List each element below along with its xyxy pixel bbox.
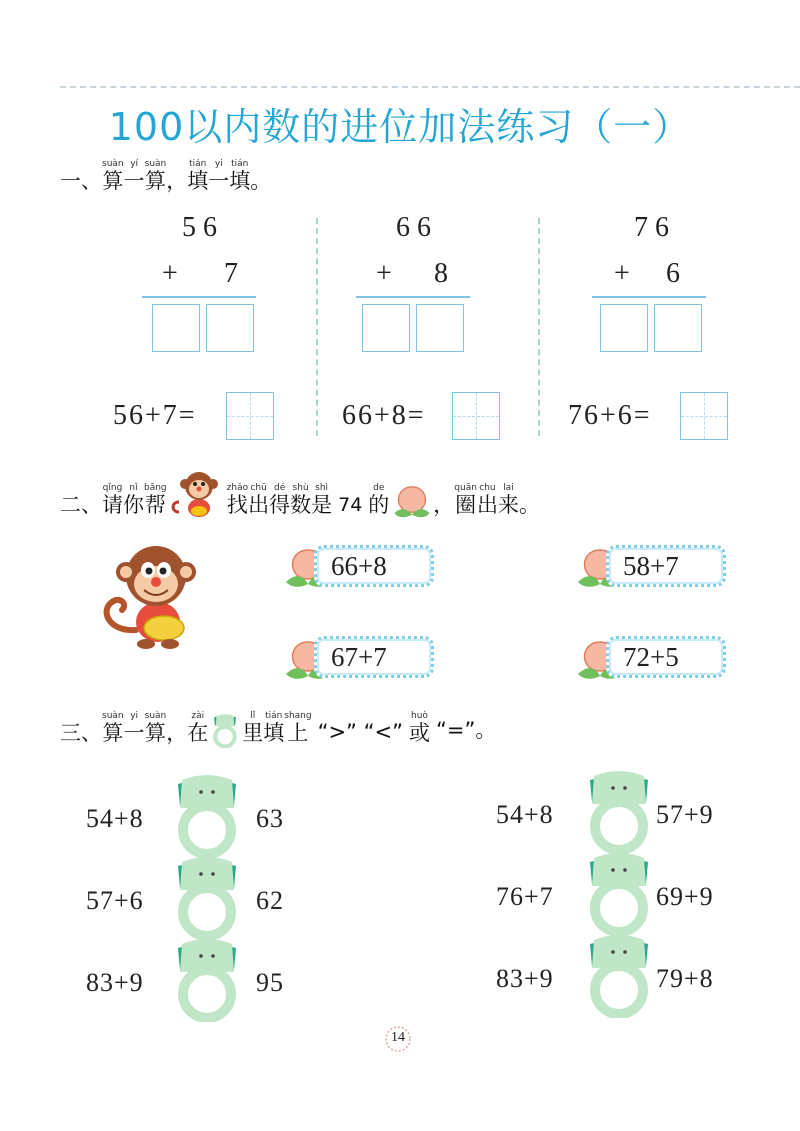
vertical-addition-3: [592, 210, 800, 390]
answer-box-ones[interactable]: [206, 304, 254, 352]
section-3-number: 三、: [60, 721, 102, 745]
column-divider: [316, 218, 318, 436]
elephant-answer-circle[interactable]: [584, 852, 654, 936]
hanzi: 是: [311, 493, 333, 517]
section-1-heading: [60, 160, 271, 192]
hanzi: 填: [229, 169, 251, 193]
sum-line: [142, 296, 256, 298]
hanzi: ，: [166, 169, 188, 193]
hanzi: 来: [497, 493, 519, 517]
hanzi: 出: [476, 493, 498, 517]
ruby-char: [269, 484, 290, 516]
compare-right-expression: 63: [256, 804, 284, 833]
hanzi: 一: [208, 169, 230, 193]
hanzi: 请: [102, 493, 123, 517]
compare-left-expression: 83+9: [86, 968, 144, 997]
equal-symbol: “=”。: [435, 718, 497, 742]
elephant-answer-circle[interactable]: [172, 774, 242, 858]
hanzi: 填: [263, 721, 285, 745]
compare-right-expression: 79+8: [656, 964, 714, 993]
hanzi: 。: [518, 493, 540, 517]
pinyin: tián: [189, 159, 207, 169]
ruby-char: [145, 712, 167, 744]
ruby-char: [208, 160, 229, 192]
ruby-char: [250, 160, 271, 192]
ruby-char: [227, 484, 248, 516]
hanzi: 里: [242, 721, 264, 745]
ruby-char: [144, 484, 167, 516]
page-number: 14: [391, 1030, 405, 1045]
pinyin: zhǎo: [226, 483, 249, 493]
pinyin: nǐ: [129, 483, 138, 493]
answer-box-tens[interactable]: [600, 304, 648, 352]
top-dashed-rule: [60, 86, 800, 88]
hanzi: 算: [144, 169, 166, 193]
hanzi: 或: [408, 721, 430, 745]
ruby-char: [166, 160, 187, 192]
compare-right-expression: 95: [256, 968, 284, 997]
vertical-addition-1: [140, 210, 360, 390]
ruby-char: [284, 712, 311, 744]
addend-1: 7 6: [634, 212, 669, 243]
pinyin: tián: [231, 159, 249, 169]
hanzi: 一: [123, 169, 145, 193]
pinyin: yi: [130, 711, 139, 721]
compare-left-expression: 76+7: [496, 882, 554, 911]
addend-2: 6: [666, 258, 680, 289]
hanzi: 圈: [455, 493, 477, 517]
pinyin: dé: [273, 483, 286, 493]
compare-symbols: “>” “<”: [317, 720, 403, 744]
section-2-number: 二、: [60, 493, 102, 517]
equation-1: 56+7=: [113, 400, 197, 431]
pinyin: shì: [315, 483, 329, 493]
section-3-heading: [60, 712, 496, 744]
compare-left-expression: 54+8: [86, 804, 144, 833]
hanzi: 算: [102, 721, 124, 745]
ruby-char: [242, 712, 263, 744]
section-1-number: 一、: [60, 169, 102, 193]
hanzi: ，: [433, 493, 455, 517]
compare-left-expression: 54+8: [496, 800, 554, 829]
addend-2: 8: [434, 258, 448, 289]
answer-box-ones[interactable]: [416, 304, 464, 352]
ruby-char: [263, 712, 284, 744]
pinyin: suàn: [102, 159, 124, 169]
hanzi: ，: [166, 721, 188, 745]
hanzi: 数: [290, 493, 312, 517]
equation-3-answer-box[interactable]: [680, 392, 728, 440]
ruby-char: [123, 484, 144, 516]
pinyin: qǐng: [102, 483, 123, 493]
ruby-char: [498, 484, 519, 516]
pinyin: zài: [191, 711, 205, 721]
answer-box-tens[interactable]: [362, 304, 410, 352]
compare-left-expression: 57+6: [86, 886, 144, 915]
answer-box-tens[interactable]: [152, 304, 200, 352]
compare-right-expression: 62: [256, 886, 284, 915]
hanzi: 出: [248, 493, 270, 517]
option-66-plus-8[interactable]: 66+8: [314, 545, 434, 587]
sum-line: [356, 296, 470, 298]
pinyin: de: [373, 483, 385, 493]
ruby-char: [433, 484, 454, 516]
option-72-plus-5[interactable]: 72+5: [606, 636, 726, 678]
ruby-char: [166, 712, 187, 744]
pinyin: suàn: [144, 159, 167, 169]
hanzi: 你: [123, 493, 144, 517]
pinyin: suàn: [144, 711, 167, 721]
hanzi: 算: [102, 169, 124, 193]
elephant-answer-circle[interactable]: [172, 938, 242, 1022]
pinyin: lai: [503, 483, 514, 493]
target-number: 74: [338, 494, 363, 516]
peach-icon: [391, 480, 433, 520]
ruby-char: [311, 484, 332, 516]
equation-2-answer-box[interactable]: [452, 392, 500, 440]
ruby-char: [454, 484, 477, 516]
pinyin: shù: [292, 483, 309, 493]
pinyin: lǐ: [250, 711, 256, 721]
page-title: 100以内数的进位加法练习（一）: [108, 105, 692, 149]
ruby-char: [102, 712, 124, 744]
equation-2: 66+8=: [342, 400, 426, 431]
hanzi: 得: [269, 493, 291, 517]
plus-sign: +: [614, 258, 630, 289]
section-2-heading: [60, 468, 540, 516]
hanzi: 上: [287, 721, 309, 745]
ruby-char: [519, 484, 540, 516]
hanzi: 的: [368, 493, 390, 517]
compare-left-expression: 83+9: [496, 964, 554, 993]
pinyin: quān: [454, 483, 477, 493]
ruby-char: [248, 484, 269, 516]
hanzi: 在: [187, 721, 209, 745]
addend-1: 6 6: [396, 212, 431, 243]
pinyin: yi: [214, 159, 223, 169]
ruby-char: [145, 160, 167, 192]
elephant-answer-circle[interactable]: [172, 856, 242, 940]
vertical-addition-2: [354, 210, 574, 390]
monkey-icon: [169, 468, 225, 522]
equation-1-answer-box[interactable]: [226, 392, 274, 440]
hanzi: 帮: [144, 493, 166, 517]
ruby-char: [102, 160, 124, 192]
addend-1: 5 6: [182, 212, 217, 243]
answer-box-ones[interactable]: [654, 304, 702, 352]
option-67-plus-7[interactable]: 67+7: [314, 636, 434, 678]
addend-2: 7: [224, 258, 238, 289]
compare-right-expression: 69+9: [656, 882, 714, 911]
hanzi: 算: [144, 721, 166, 745]
compare-right-expression: 57+9: [656, 800, 714, 829]
monkey-illustration: [98, 540, 208, 652]
pinyin: shang: [284, 711, 312, 721]
column-divider: [538, 218, 540, 436]
pinyin: chu: [479, 483, 496, 493]
ruby-char: [477, 484, 498, 516]
ruby-char: [187, 160, 208, 192]
pinyin: huò: [411, 711, 428, 721]
ruby-char: [187, 712, 208, 744]
elephant-answer-circle[interactable]: [584, 934, 654, 1018]
hanzi: 找: [226, 493, 248, 517]
pinyin: suàn: [102, 711, 124, 721]
equation-3: 76+6=: [568, 400, 652, 431]
option-58-plus-7[interactable]: 58+7: [606, 545, 726, 587]
ruby-char: [229, 160, 250, 192]
pinyin: yí: [130, 159, 139, 169]
elephant-answer-circle[interactable]: [584, 770, 654, 854]
pinyin: tián: [265, 711, 283, 721]
pinyin: chū: [250, 483, 267, 493]
ruby-char: [124, 712, 145, 744]
plus-sign: +: [376, 258, 392, 289]
hanzi: 填: [187, 169, 209, 193]
hanzi: 。: [250, 169, 272, 193]
ruby-char: [102, 484, 123, 516]
pinyin: bāng: [144, 483, 167, 493]
hanzi: 一: [123, 721, 145, 745]
sum-line: [592, 296, 706, 298]
ruby-char: [290, 484, 311, 516]
plus-sign: +: [162, 258, 178, 289]
elephant-icon: [210, 714, 240, 748]
ruby-char: [124, 160, 145, 192]
